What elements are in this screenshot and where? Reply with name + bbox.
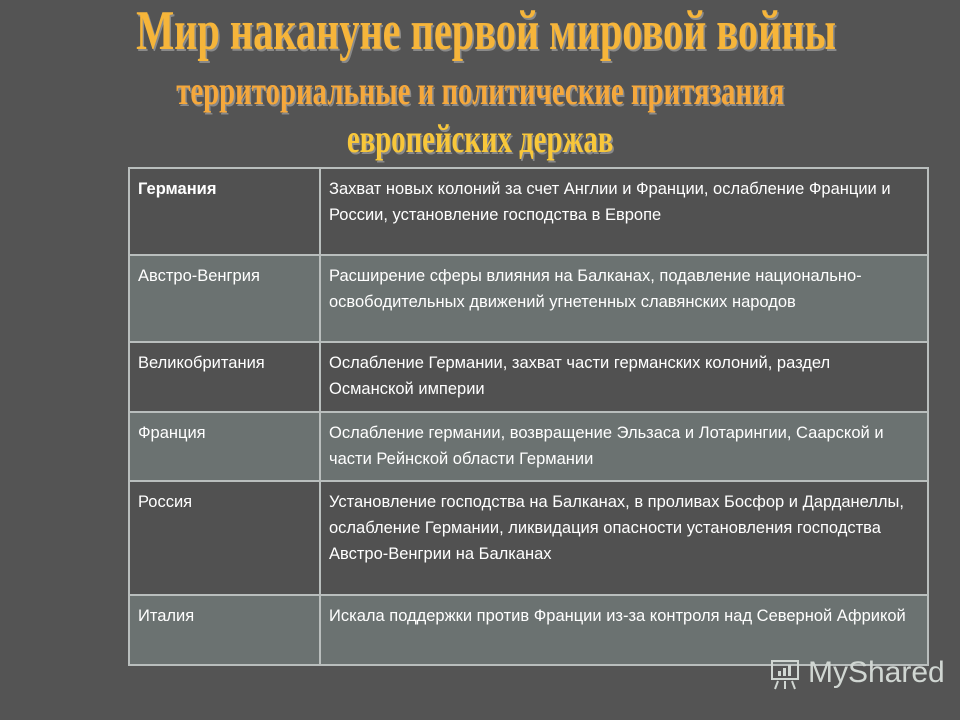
watermark-text: MyShared	[808, 656, 945, 689]
myshared-watermark	[768, 655, 945, 691]
country-cell: Франция	[129, 412, 320, 481]
country-cell: Германия	[129, 168, 320, 255]
country-cell: Италия	[129, 595, 320, 665]
claims-cell: Ослабление германии, возвращение Эльзаса и Лотарингии, Саарской и части Рейнской области Германии	[320, 412, 928, 481]
table-row	[129, 412, 928, 481]
table-row	[129, 481, 928, 595]
slide-title: Мир накануне первой мировой войны	[136, 0, 837, 62]
slide-subtitle-line1: территориальные и политические притязания	[176, 68, 784, 113]
claims-cell: Искала поддержки против Франции из-за контроля над Северной Африкой	[320, 595, 928, 665]
claims-cell: Расширение сферы влияния на Балканах, подавление национально-освободительных движений угнетенных славянских народов	[320, 255, 928, 342]
country-cell: Великобритания	[129, 342, 320, 412]
country-cell: Россия	[129, 481, 320, 595]
slide-subtitle-line2-wrap	[0, 116, 960, 162]
claims-cell: Ослабление Германии, захват части германских колоний, раздел Османской империи	[320, 342, 928, 412]
table-row	[129, 255, 928, 342]
claims-cell: Захват новых колоний за счет Англии и Франции, ослабление Франции и России, установление господства в Европе	[320, 168, 928, 255]
slide-subtitle-line2: европейских держав	[346, 116, 614, 161]
table-row	[129, 342, 928, 412]
claims-table	[128, 167, 929, 666]
country-cell: Австро-Венгрия	[129, 255, 320, 342]
slide-title-wrap	[0, 0, 960, 62]
claims-cell: Установление господства на Балканах, в проливах Босфор и Дарданеллы, ослабление Германии, ликвидация опасности установления господства Австро-Венгрии на Балканах	[320, 481, 928, 595]
slide-subtitle-line1-wrap	[0, 68, 960, 114]
table-row	[129, 168, 928, 255]
presentation-board-icon	[768, 655, 802, 691]
